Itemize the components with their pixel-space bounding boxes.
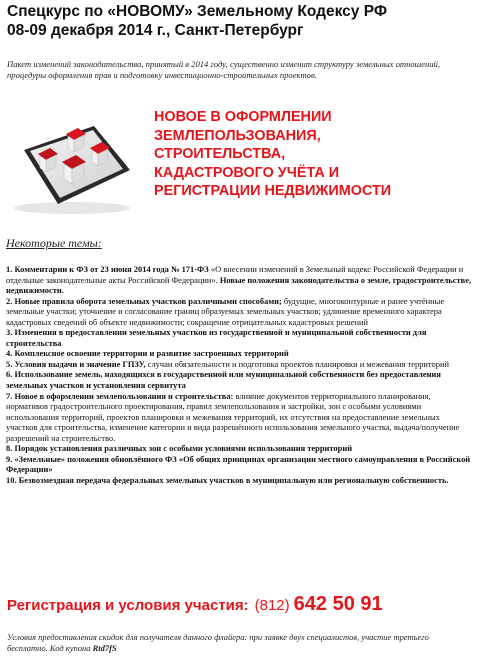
list-item: 5. Условия выдачи и значение ГПЗУ, случаи обязательности и подготовка проектов планировки и межевания территорий <box>6 358 449 369</box>
tablet-with-houses-icon <box>6 104 136 216</box>
topics-list <box>6 264 473 485</box>
list-item: 2. Новые правила оборота земельных участков различными способами; будущие, многоконтурные и ранее учтённые земельные участки; уточнение и согласование границ образуемых земельных участков; удлинение временного характера кадастровых сведений об объекте недвижимости; сокращение отрицательных кадастровых решений <box>6 295 445 327</box>
list-item: 7. Новое в оформлении землепользования и строительства: влияние документов территориального планирования, нормативов градостроительного проектирования, правил землепользования и застройки, зон с особыми условиями использования территорий, проектов планировки и межевания территорий, их отсутствия на предоставление земельных участков для строительства, изменение категории и вида разрешённого использования земельного участка, выдача/получение разрешений на строительство. <box>6 390 460 443</box>
intro-text: Пакет изменений законодательства, принятый в 2014 году, существенно изменит структуру земельных отношений, процедуры оформления прав и подготовку инвестиционно-строительных проектов. <box>7 59 440 80</box>
header <box>7 2 475 40</box>
list-item: 6. Использование земель, находящихся в государственной или муниципальной собственности без предоставления земельных участков и установления сервитута <box>6 369 441 391</box>
header-course-title: Спецкурс по «НОВОМУ» Земельному Кодексу РФ <box>7 3 388 20</box>
coupon-code: Rtd7fS <box>92 642 117 653</box>
hero-title: НОВОЕ В ОФОРМЛЕНИИ ЗЕМЛЕПОЛЬЗОВАНИЯ, СТРОИТЕЛЬСТВА, КАДАСТРОВОГО УЧЁТА И РЕГИСТРАЦИИ НЕДВИЖИМОСТИ <box>154 109 392 199</box>
registration-line <box>7 593 475 616</box>
topics-label: Некоторые темы: <box>6 236 102 250</box>
phone-code[interactable]: (812) <box>254 597 290 614</box>
list-item: 8. Порядок установления различных зон с особыми условиями использования территорий <box>6 443 353 454</box>
registration-label: Регистрация и условия участия: <box>7 597 249 614</box>
list-item: 1. Комментарии к ФЗ от 23 июня 2014 года № 171-ФЗ «О внесении изменений в Земельный кодекс Российской Федерации и отдельные законодательные акты Российской Федерации». Новые положения законодательства о земле, градостроительстве, недвижимости. <box>6 264 472 296</box>
discount-footnote: Условия предоставления скидок для получателя данного флайера: при заявке двух специалистов, участие третьего бесплатно. Код купона Rtd7fS <box>7 632 429 653</box>
phone-number[interactable]: 642 50 91 <box>293 593 383 615</box>
header-date-place: 08-09 декабря 2014 г., Санкт-Петербург <box>7 22 304 39</box>
list-item: 10. Безвозмездная передача федеральных земельных участков в муниципальную или региональную собственность. <box>6 474 449 485</box>
list-item: 3. Изменения в предоставлении земельных участков из государственной и муниципальной собственности для строительства <box>6 327 427 348</box>
list-item: 4. Комплексное освоение территории и развитие застроенных территорий <box>6 348 289 359</box>
list-item: 9. «Земельные» положения обновлённого ФЗ «Об общих принципах организации местного самоуправления в Российской Федерации» <box>6 453 471 475</box>
